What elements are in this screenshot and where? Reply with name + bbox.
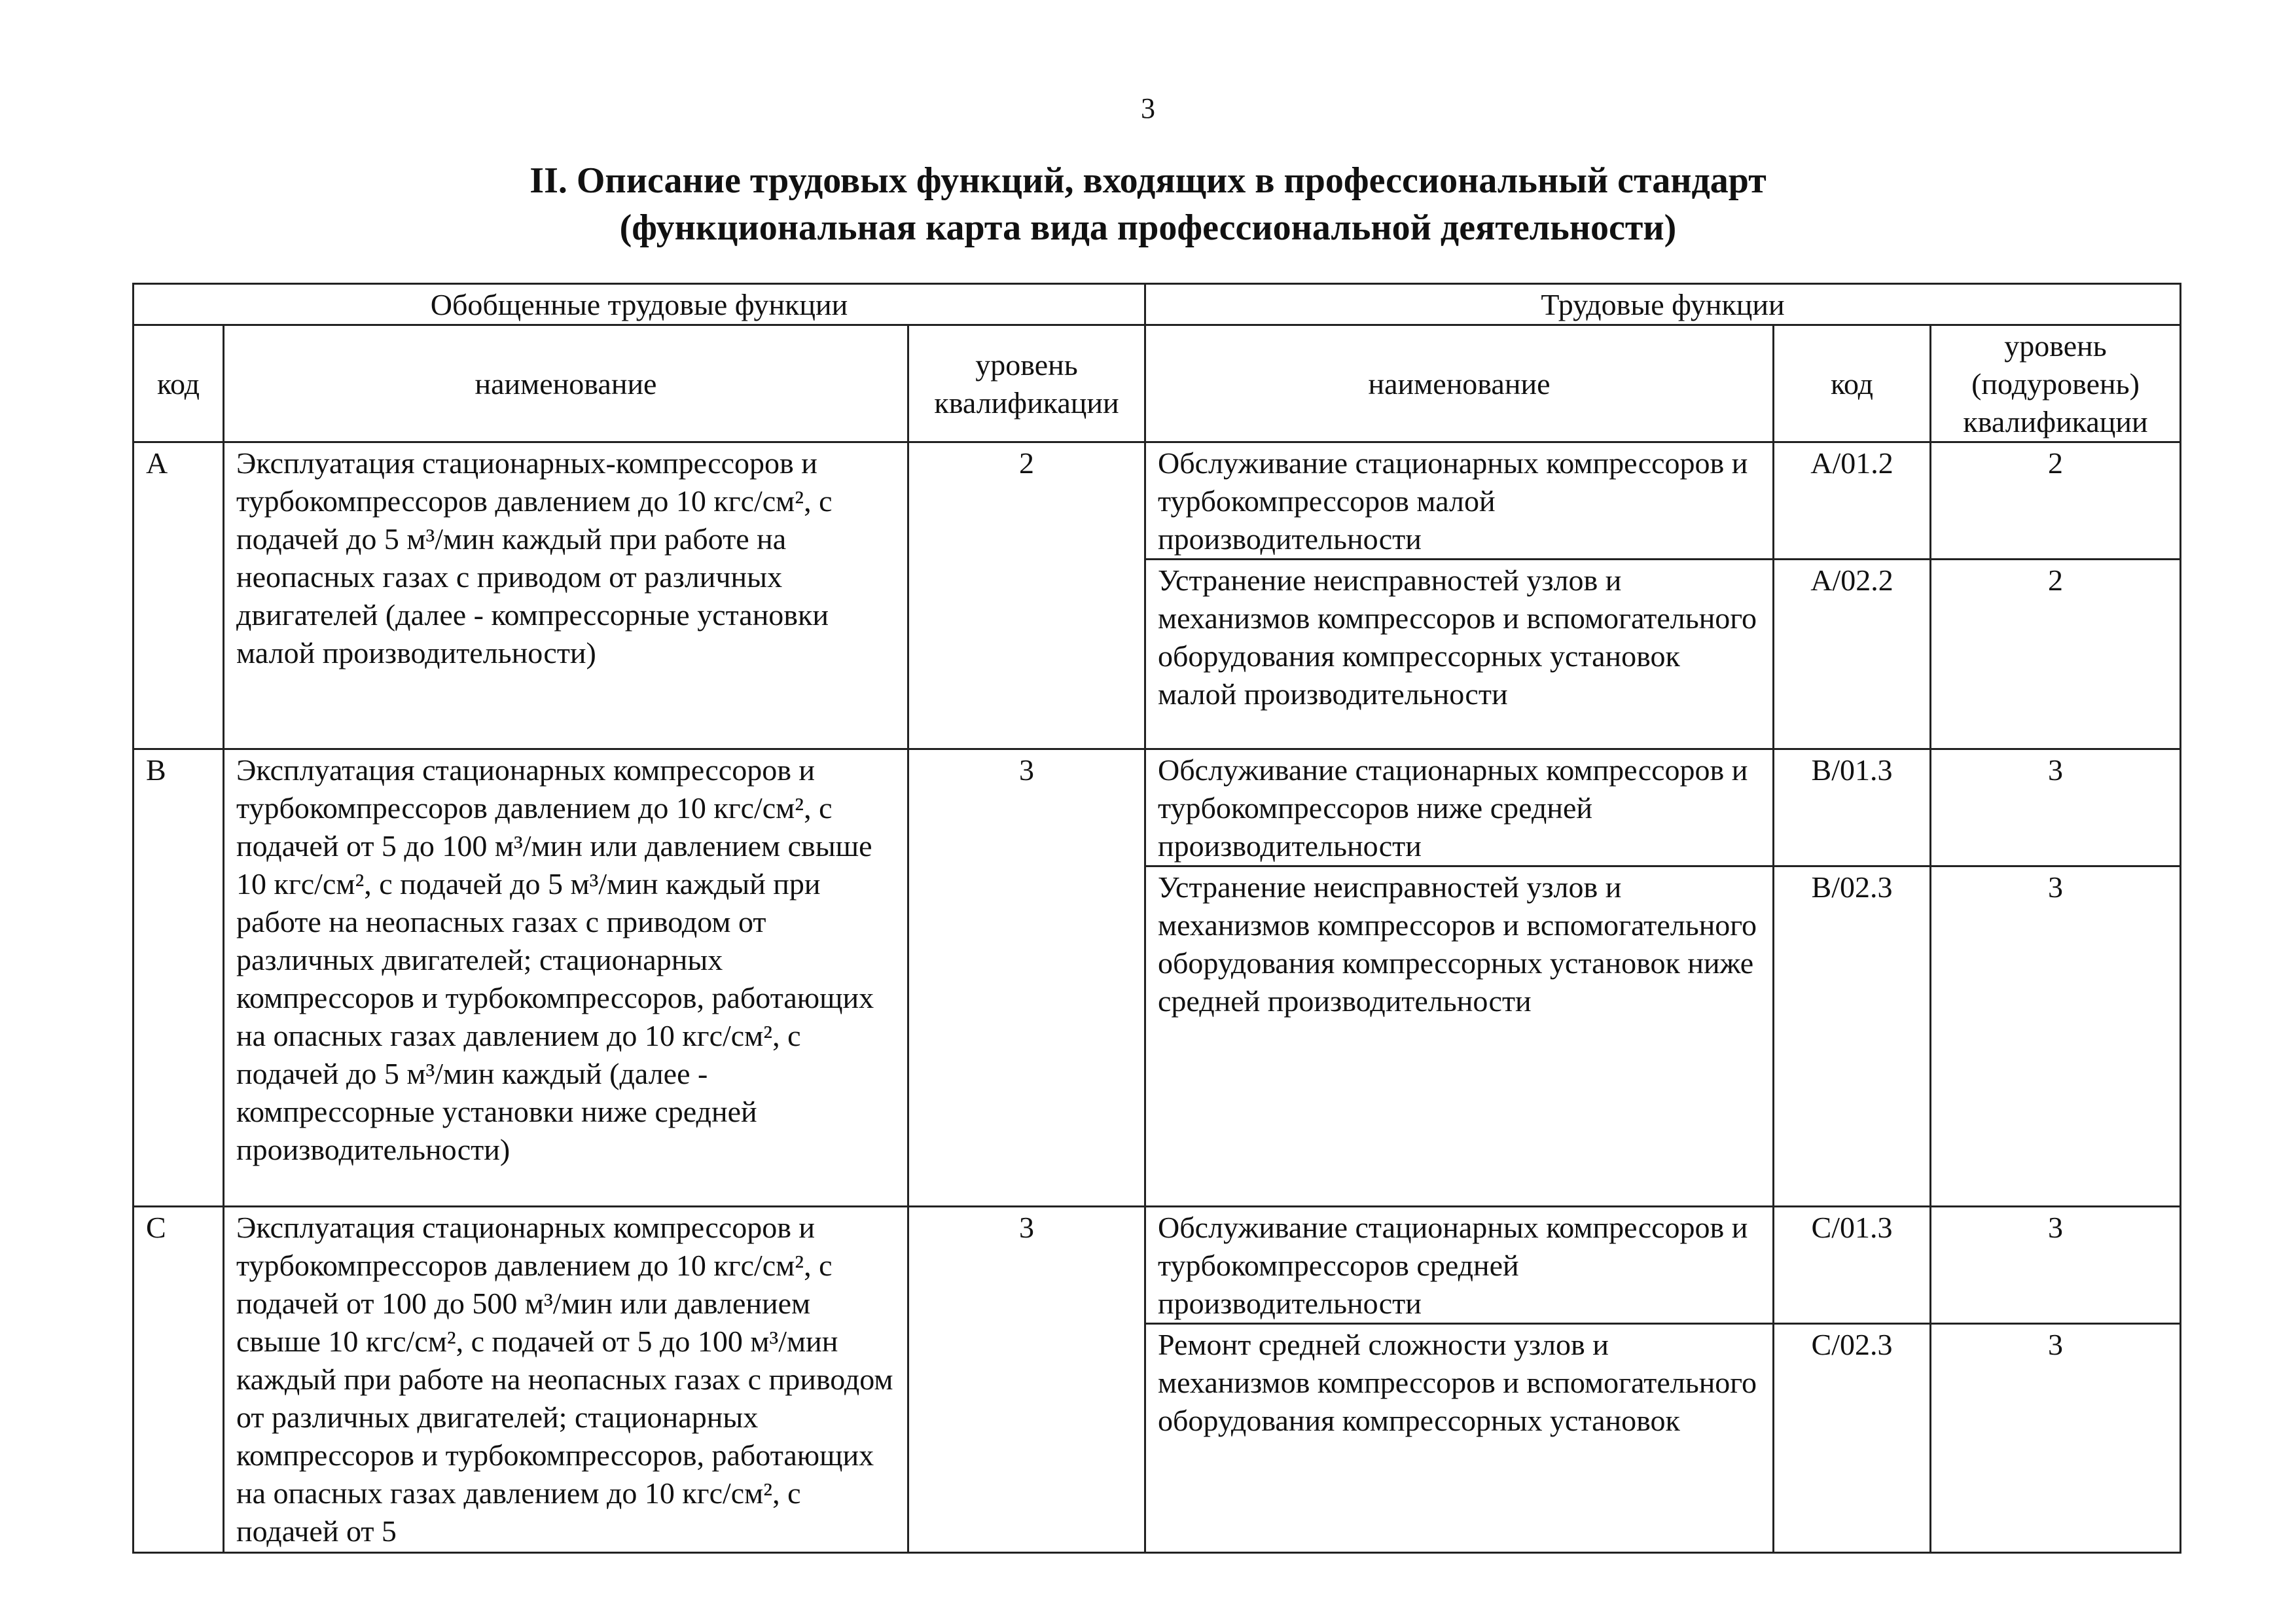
table-row	[134, 749, 2181, 866]
tf-level-cell: 3	[1931, 749, 2181, 866]
gen-code-cell: A	[134, 442, 224, 749]
tf-code-cell: A/01.2	[1774, 442, 1931, 560]
tf-name-cell: Обслуживание стационарных компрессоров и турбокомпрессоров средней производительности	[1145, 1207, 1774, 1324]
gen-level-cell: 3	[908, 1207, 1145, 1553]
tf-name-cell: Устранение неисправностей узлов и механизмов компрессоров и вспомогательного оборудования компрессорных установок малой производительности	[1145, 560, 1774, 749]
generalized-functions-header: Обобщенные трудовые функции	[134, 284, 1145, 325]
gen-code-cell: C	[134, 1207, 224, 1553]
col-header-gen-name: наименование	[224, 325, 908, 442]
tf-name-cell: Обслуживание стационарных компрессоров и турбокомпрессоров малой производительности	[1145, 442, 1774, 560]
table-row	[134, 442, 2181, 560]
col-header-gen-code: код	[134, 325, 224, 442]
gen-level-cell: 2	[908, 442, 1145, 749]
tf-name-cell: Устранение неисправностей узлов и механизмов компрессоров и вспомогательного оборудования компрессорных установок ниже средней производительности	[1145, 866, 1774, 1207]
col-header-gen-level: уровень квалификации	[908, 325, 1145, 442]
gen-code-cell: B	[134, 749, 224, 1207]
tf-name-cell: Обслуживание стационарных компрессоров и турбокомпрессоров ниже средней производительности	[1145, 749, 1774, 866]
gen-level-cell: 3	[908, 749, 1145, 1207]
functional-map-table	[132, 283, 2181, 1554]
tf-name-cell: Ремонт средней сложности узлов и механизмов компрессоров и вспомогательного оборудования компрессорных установок	[1145, 1324, 1774, 1553]
table-row	[134, 1207, 2181, 1324]
gen-name-cell: Эксплуатация стационарных компрессоров и турбокомпрессоров давлением до 10 кгс/см², с подачей от 5 до 100 м³/мин или давлением свыше 10 кгс/см², с подачей до 5 м³/мин каждый при работе на неопасных газах с приводом от различных двигателей; стационарных компрессоров и турбокомпрессоров, работающих на опасных газах давлением до 10 кгс/см², с подачей до 5 м³/мин каждый (далее - компрессорные установки ниже средней производительности)	[224, 749, 908, 1207]
tf-code-cell: B/01.3	[1774, 749, 1931, 866]
gen-name-cell: Эксплуатация стационарных-компрессоров и турбокомпрессоров давлением до 10 кгс/см², с подачей до 5 м³/мин каждый при работе на неопасных газах с приводом от различных двигателей (далее - компрессорные установки малой производительности)	[224, 442, 908, 749]
tf-level-cell: 2	[1931, 442, 2181, 560]
col-header-tf-name: наименование	[1145, 325, 1774, 442]
tf-level-cell: 2	[1931, 560, 2181, 749]
tf-code-cell: A/02.2	[1774, 560, 1931, 749]
group-header-row	[134, 284, 2181, 325]
tf-level-cell: 3	[1931, 1324, 2181, 1553]
tf-code-cell: B/02.3	[1774, 866, 1931, 1207]
col-header-tf-level: уровень (подуровень) квалификации	[1931, 325, 2181, 442]
tf-level-cell: 3	[1931, 1207, 2181, 1324]
page-number: 3	[1141, 92, 1155, 124]
tf-code-cell: C/01.3	[1774, 1207, 1931, 1324]
gen-name-cell: Эксплуатация стационарных компрессоров и турбокомпрессоров давлением до 10 кгс/см², с подачей от 100 до 500 м³/мин или давлением свыше 10 кгс/см², с подачей от 5 до 100 м³/мин каждый при работе на неопасных газах с приводом от различных двигателей; стационарных компрессоров и турбокомпрессоров, работающих на опасных газах давлением до 10 кгс/см², с подачей от 5	[224, 1207, 908, 1553]
column-header-row	[134, 325, 2181, 442]
heading-line-1: II. Описание трудовых функций, входящих в профессиональный стандарт	[529, 160, 1767, 201]
tf-level-cell: 3	[1931, 866, 2181, 1207]
labor-functions-header: Трудовые функции	[1145, 284, 2181, 325]
section-heading	[0, 157, 2296, 251]
col-header-tf-code: код	[1774, 325, 1931, 442]
heading-line-2: (функциональная карта вида профессиональной деятельности)	[619, 207, 1677, 248]
tf-code-cell: C/02.3	[1774, 1324, 1931, 1553]
